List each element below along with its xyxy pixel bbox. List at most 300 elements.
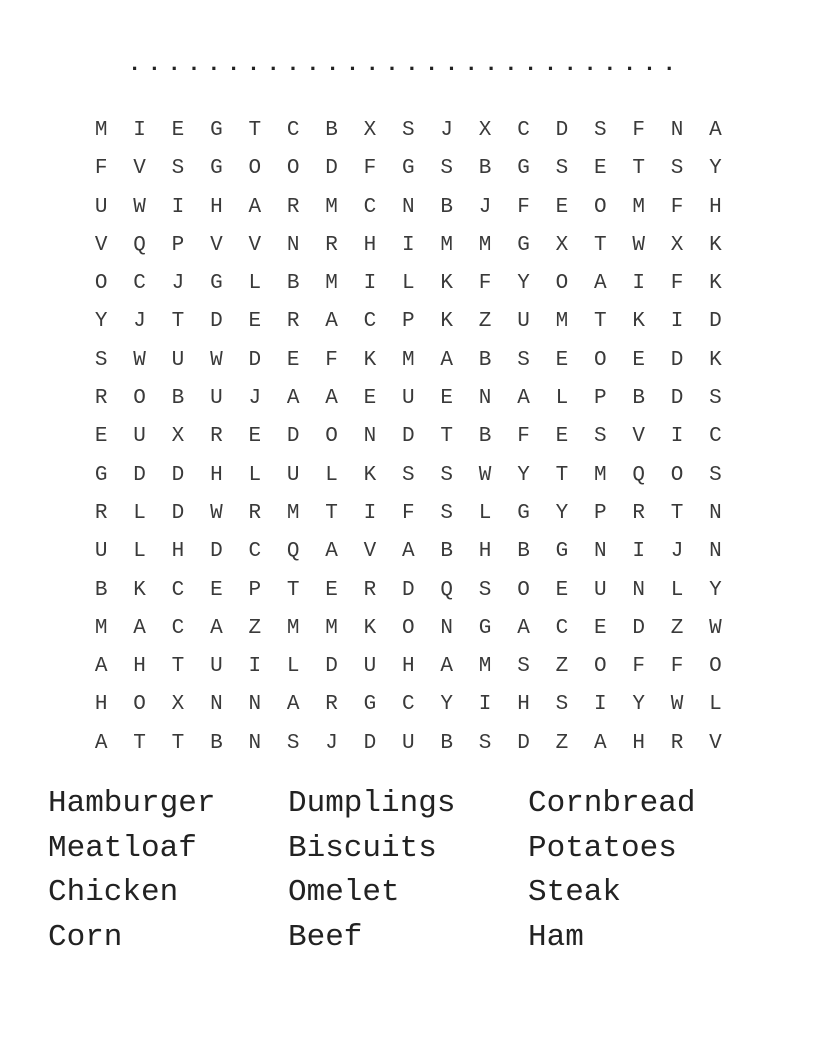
- grid-letter: J: [325, 731, 338, 755]
- grid-letter: O: [670, 463, 684, 487]
- grid-letter: E: [248, 425, 262, 449]
- grid-letter: Z: [670, 616, 684, 640]
- grid-letter: S: [440, 157, 454, 181]
- word-list-item: Cornbread: [528, 786, 696, 821]
- grid-letter: O: [248, 157, 262, 181]
- grid-letter: G: [517, 233, 530, 257]
- grid-letter: D: [133, 463, 146, 487]
- word-list-item: Steak: [528, 875, 622, 911]
- grid-letter: H: [171, 540, 185, 564]
- grid-letter: F: [670, 195, 684, 219]
- grid-letter: S: [478, 578, 492, 602]
- grid-letter: G: [555, 540, 569, 564]
- grid-letter: F: [325, 348, 338, 372]
- grid-letter: M: [325, 272, 338, 296]
- grid-letter: M: [478, 233, 492, 257]
- grid-letter: S: [402, 119, 415, 142]
- grid-letter: Y: [440, 693, 454, 717]
- grid-letter: I: [363, 501, 377, 525]
- grid-letter: E: [555, 348, 569, 372]
- grid-letter: W: [133, 348, 146, 372]
- grid-letter: J: [440, 119, 454, 142]
- grid-letter: O: [555, 272, 569, 296]
- grid-letter: M: [632, 195, 645, 219]
- grid-letter: K: [363, 616, 377, 640]
- grid-letter: R: [94, 387, 108, 411]
- grid-letter: K: [709, 233, 722, 257]
- grid-letter: B: [478, 425, 492, 449]
- grid-letter: A: [286, 387, 300, 411]
- grid-letter: F: [478, 272, 492, 296]
- grid-letter: L: [248, 463, 262, 487]
- grid-letter: N: [248, 693, 262, 717]
- word-list-item: Corn: [48, 920, 123, 956]
- grid-letter: Y: [709, 157, 722, 181]
- grid-letter: F: [94, 157, 108, 181]
- grid-letter: O: [709, 655, 722, 679]
- grid-letter: H: [517, 693, 530, 717]
- grid-letter: Q: [632, 463, 645, 487]
- grid-letter: I: [133, 119, 146, 142]
- grid-letter: D: [670, 387, 684, 411]
- word-list-item: Dumplings: [288, 786, 456, 821]
- grid-letter: K: [440, 310, 454, 334]
- grid-letter: U: [94, 540, 108, 564]
- grid-letter: R: [210, 425, 223, 449]
- grid-letter: S: [171, 157, 185, 181]
- grid-letter: T: [171, 310, 185, 334]
- grid-letter: T: [593, 233, 607, 257]
- grid-letter: H: [632, 731, 645, 755]
- grid-letter: K: [709, 348, 722, 372]
- grid-letter: Z: [478, 310, 492, 334]
- grid-letter: U: [286, 463, 300, 487]
- grid-letter: I: [632, 272, 645, 296]
- grid-letter: S: [440, 463, 454, 487]
- grid-letter: E: [593, 157, 607, 181]
- grid-letter: S: [555, 157, 569, 181]
- grid-letter: Y: [555, 501, 569, 525]
- grid-letter: F: [670, 655, 684, 679]
- grid-letter: H: [133, 655, 146, 679]
- grid-letter: I: [171, 195, 185, 219]
- grid-letter: S: [478, 731, 492, 755]
- grid-letter: T: [133, 731, 146, 755]
- grid-letter: E: [363, 387, 377, 411]
- word-list: [48, 782, 768, 961]
- word-list-item: Ham: [528, 920, 584, 956]
- grid-letter: R: [248, 501, 262, 525]
- grid-letter: T: [632, 157, 645, 181]
- grid-letter: Z: [555, 731, 569, 755]
- grid-letter: B: [440, 731, 454, 755]
- word-list-item: Meatloaf: [48, 830, 197, 866]
- grid-letter: M: [286, 616, 300, 640]
- grid-letter: N: [709, 540, 722, 564]
- grid-letter: A: [440, 348, 454, 372]
- grid-letter: X: [555, 233, 569, 257]
- grid-letter: G: [210, 119, 223, 142]
- grid-letter: C: [709, 425, 722, 449]
- grid-letter: O: [402, 616, 415, 640]
- grid-letter: X: [363, 119, 377, 142]
- grid-letter: A: [286, 693, 300, 717]
- grid-letter: R: [363, 578, 377, 602]
- grid-letter: V: [210, 233, 223, 257]
- grid-letter: W: [709, 616, 722, 640]
- grid-letter: R: [632, 501, 645, 525]
- word-list-item: Potatoes: [528, 830, 677, 866]
- grid-letter: Y: [517, 272, 530, 296]
- grid-letter: T: [171, 655, 185, 679]
- grid-letter: U: [210, 655, 223, 679]
- grid-letter: E: [210, 578, 223, 602]
- grid-letter: T: [325, 501, 338, 525]
- grid-letter: T: [555, 463, 569, 487]
- grid-letter: R: [286, 195, 300, 219]
- grid-letter: F: [517, 195, 530, 219]
- grid-letter: A: [133, 616, 146, 640]
- grid-letter: O: [133, 693, 146, 717]
- grid-letter: S: [709, 463, 722, 487]
- grid-letter: J: [670, 540, 684, 564]
- grid-letter: M: [94, 119, 108, 142]
- grid-letter: C: [402, 693, 415, 717]
- grid-letter: H: [210, 463, 223, 487]
- grid-letter: N: [248, 731, 262, 755]
- grid-letter: O: [517, 578, 530, 602]
- grid-letter: N: [670, 119, 684, 142]
- grid-letter: N: [709, 501, 722, 525]
- grid-letter: R: [670, 731, 684, 755]
- grid-letter: G: [517, 501, 530, 525]
- grid-letter: J: [248, 387, 262, 411]
- grid-letter: W: [478, 463, 492, 487]
- grid-letter: U: [94, 195, 108, 219]
- grid-letter: D: [325, 157, 338, 181]
- grid-letter: M: [94, 616, 108, 640]
- grid-letter: S: [517, 655, 530, 679]
- grid-letter: B: [440, 195, 454, 219]
- grid-letter: K: [133, 578, 146, 602]
- grid-letter: P: [402, 310, 415, 334]
- grid-letter: A: [210, 616, 223, 640]
- grid-letter: R: [325, 233, 338, 257]
- grid-letter: U: [402, 387, 415, 411]
- grid-letter: Y: [632, 693, 645, 717]
- grid-letter: A: [325, 540, 338, 564]
- grid-letter: K: [632, 310, 645, 334]
- grid-letter: O: [593, 348, 607, 372]
- grid-letter: C: [171, 616, 185, 640]
- grid-letter: L: [478, 501, 492, 525]
- grid-letter: M: [325, 616, 338, 640]
- grid-letter: W: [632, 233, 645, 257]
- grid-letter: B: [517, 540, 530, 564]
- grid-letter: C: [286, 119, 300, 142]
- grid-letter: M: [402, 348, 415, 372]
- grid-letter: S: [709, 387, 722, 411]
- grid-letter: E: [286, 348, 300, 372]
- grid-letter: A: [593, 731, 607, 755]
- grid-letter: D: [248, 348, 262, 372]
- grid-letter: B: [478, 157, 492, 181]
- grid-letter: X: [171, 425, 185, 449]
- grid-letter: F: [670, 272, 684, 296]
- grid-letter: E: [325, 578, 338, 602]
- grid-letter: D: [286, 425, 300, 449]
- grid-letter: F: [517, 425, 530, 449]
- grid-letter: J: [171, 272, 185, 296]
- grid-letter: A: [593, 272, 607, 296]
- grid-letter: A: [248, 195, 262, 219]
- grid-letter: C: [363, 195, 377, 219]
- grid-letter: C: [517, 119, 530, 142]
- grid-letter: Y: [517, 463, 530, 487]
- grid-letter: B: [210, 731, 223, 755]
- grid-letter: D: [555, 119, 569, 142]
- grid-letter: W: [133, 195, 146, 219]
- grid-letter: X: [478, 119, 492, 142]
- grid-letter: N: [363, 425, 377, 449]
- grid-letter: W: [210, 501, 223, 525]
- grid-letter: Q: [133, 233, 146, 257]
- grid-letter: U: [171, 348, 185, 372]
- grid-letter: F: [402, 501, 415, 525]
- grid-letter: S: [555, 693, 569, 717]
- grid-letter: O: [593, 655, 607, 679]
- grid-letter: G: [402, 157, 415, 181]
- grid-letter: N: [478, 387, 492, 411]
- grid-letter: N: [210, 693, 223, 717]
- grid-letter: V: [363, 540, 377, 564]
- grid-letter: A: [94, 731, 108, 755]
- grid-letter: S: [593, 425, 607, 449]
- grid-letter: E: [171, 119, 185, 142]
- grid-letter: A: [325, 310, 338, 334]
- grid-letter: J: [133, 310, 146, 334]
- grid-letter: T: [593, 310, 607, 334]
- grid-letter: U: [593, 578, 607, 602]
- grid-letter: U: [133, 425, 146, 449]
- grid-letter: A: [94, 655, 108, 679]
- grid-letter: F: [632, 119, 645, 142]
- grid-letter: C: [555, 616, 569, 640]
- grid-letter: O: [133, 387, 146, 411]
- grid-letter: U: [517, 310, 530, 334]
- grid-letter: P: [248, 578, 262, 602]
- grid-letter: F: [363, 157, 377, 181]
- grid-letter: C: [133, 272, 146, 296]
- grid-letter: L: [248, 272, 262, 296]
- grid-letter: I: [402, 233, 415, 257]
- grid-letter: G: [94, 463, 108, 487]
- grid-letter: R: [94, 501, 108, 525]
- word-list-item: Biscuits: [288, 830, 437, 866]
- grid-letter: V: [632, 425, 645, 449]
- grid-letter: Z: [248, 616, 262, 640]
- grid-letter: G: [517, 157, 530, 181]
- grid-letter: H: [478, 540, 492, 564]
- grid-letter: D: [325, 655, 338, 679]
- grid-letter: S: [94, 348, 108, 372]
- grid-letter: B: [94, 578, 108, 602]
- grid-letter: I: [632, 540, 645, 564]
- grid-letter: O: [325, 425, 338, 449]
- grid-letter: A: [709, 119, 722, 142]
- grid-letter: B: [171, 387, 185, 411]
- grid-letter: C: [363, 310, 377, 334]
- grid-letter: O: [94, 272, 108, 296]
- grid-letter: Y: [94, 310, 108, 334]
- grid-letter: V: [94, 233, 108, 257]
- grid-letter: N: [632, 578, 645, 602]
- grid-letter: H: [402, 655, 415, 679]
- grid-letter: I: [670, 425, 684, 449]
- grid-letter: S: [593, 119, 607, 142]
- grid-letter: V: [709, 731, 722, 755]
- grid-letter: G: [478, 616, 492, 640]
- grid-letter: M: [325, 195, 338, 219]
- grid-letter: E: [94, 425, 108, 449]
- grid-letter: D: [171, 463, 185, 487]
- grid-letter: E: [555, 425, 569, 449]
- word-list-item: Hamburger: [48, 786, 216, 821]
- grid-letter: Y: [709, 578, 722, 602]
- grid-letter: G: [210, 272, 223, 296]
- grid-letter: T: [248, 119, 262, 142]
- grid-letter: D: [709, 310, 722, 334]
- grid-letter: H: [94, 693, 108, 717]
- grid-letter: J: [478, 195, 492, 219]
- grid-letter: U: [210, 387, 223, 411]
- grid-letter: H: [709, 195, 722, 219]
- grid-letter: B: [478, 348, 492, 372]
- grid-letter: K: [440, 272, 454, 296]
- grid-letter: L: [709, 693, 722, 717]
- grid-letter: B: [632, 387, 645, 411]
- grid-letter: M: [286, 501, 300, 525]
- grid-letter: P: [171, 233, 185, 257]
- word-list-item: Omelet: [288, 875, 400, 911]
- grid-letter: D: [670, 348, 684, 372]
- grid-letter: I: [670, 310, 684, 334]
- grid-letter: I: [248, 655, 262, 679]
- grid-letter: T: [670, 501, 684, 525]
- grid-letter: F: [632, 655, 645, 679]
- grid-letter: M: [555, 310, 569, 334]
- grid-letter: D: [171, 501, 185, 525]
- grid-letter: E: [632, 348, 645, 372]
- grid-letter: W: [670, 693, 684, 717]
- grid-letter: E: [593, 616, 607, 640]
- grid-letter: D: [210, 540, 223, 564]
- grid-letter: E: [555, 195, 569, 219]
- grid-letter: D: [402, 425, 415, 449]
- grid-letter: A: [440, 655, 454, 679]
- grid-letter: D: [363, 731, 377, 755]
- grid-letter: S: [402, 463, 415, 487]
- grid-letter: C: [248, 540, 262, 564]
- grid-letter: B: [440, 540, 454, 564]
- grid-letter: B: [286, 272, 300, 296]
- grid-letter: G: [210, 157, 223, 181]
- grid-letter: I: [363, 272, 377, 296]
- grid-letter: D: [517, 731, 530, 755]
- grid-letter: T: [440, 425, 454, 449]
- grid-letter: M: [478, 655, 492, 679]
- grid-letter: L: [325, 463, 338, 487]
- grid-letter: V: [133, 157, 146, 181]
- grid-letter: L: [555, 387, 569, 411]
- grid-letter: P: [593, 501, 607, 525]
- puzzle-title: ............................: [128, 52, 683, 77]
- grid-letter: X: [670, 233, 684, 257]
- grid-letter: I: [593, 693, 607, 717]
- grid-letter: O: [593, 195, 607, 219]
- grid-letter: W: [210, 348, 223, 372]
- letter-grid: [82, 112, 735, 763]
- grid-letter: M: [593, 463, 607, 487]
- grid-letter: O: [286, 157, 300, 181]
- grid-letter: U: [402, 731, 415, 755]
- grid-letter: Z: [555, 655, 569, 679]
- grid-letter: Q: [440, 578, 454, 602]
- grid-letter: V: [248, 233, 262, 257]
- grid-letter: N: [440, 616, 454, 640]
- grid-letter: S: [517, 348, 530, 372]
- grid-letter: A: [325, 387, 338, 411]
- grid-letter: L: [402, 272, 415, 296]
- grid-letter: D: [402, 578, 415, 602]
- grid-letter: B: [325, 119, 338, 142]
- grid-letter: N: [593, 540, 607, 564]
- grid-letter: N: [402, 195, 415, 219]
- grid-letter: S: [670, 157, 684, 181]
- grid-letter: L: [286, 655, 300, 679]
- grid-letter: X: [171, 693, 185, 717]
- grid-letter: A: [402, 540, 415, 564]
- grid-letter: L: [133, 501, 146, 525]
- grid-letter: R: [286, 310, 300, 334]
- grid-letter: D: [632, 616, 645, 640]
- grid-letter: H: [210, 195, 223, 219]
- grid-letter: E: [440, 387, 454, 411]
- word-list-item: Chicken: [48, 875, 179, 911]
- grid-letter: Q: [286, 540, 300, 564]
- grid-letter: L: [133, 540, 146, 564]
- grid-letter: A: [517, 616, 530, 640]
- grid-letter: P: [593, 387, 607, 411]
- grid-letter: T: [171, 731, 185, 755]
- grid-letter: S: [286, 731, 300, 755]
- grid-letter: S: [440, 501, 454, 525]
- grid-letter: U: [363, 655, 377, 679]
- grid-letter: H: [363, 233, 377, 257]
- grid-letter: E: [555, 578, 569, 602]
- grid-letter: K: [709, 272, 722, 296]
- grid-letter: D: [210, 310, 223, 334]
- grid-letter: L: [670, 578, 684, 602]
- grid-letter: N: [286, 233, 300, 257]
- grid-letter: G: [363, 693, 377, 717]
- grid-letter: R: [325, 693, 338, 717]
- grid-letter: K: [363, 348, 377, 372]
- grid-letter: M: [440, 233, 454, 257]
- word-list-item: Beef: [288, 920, 363, 956]
- grid-letter: I: [478, 693, 492, 717]
- grid-letter: C: [171, 578, 185, 602]
